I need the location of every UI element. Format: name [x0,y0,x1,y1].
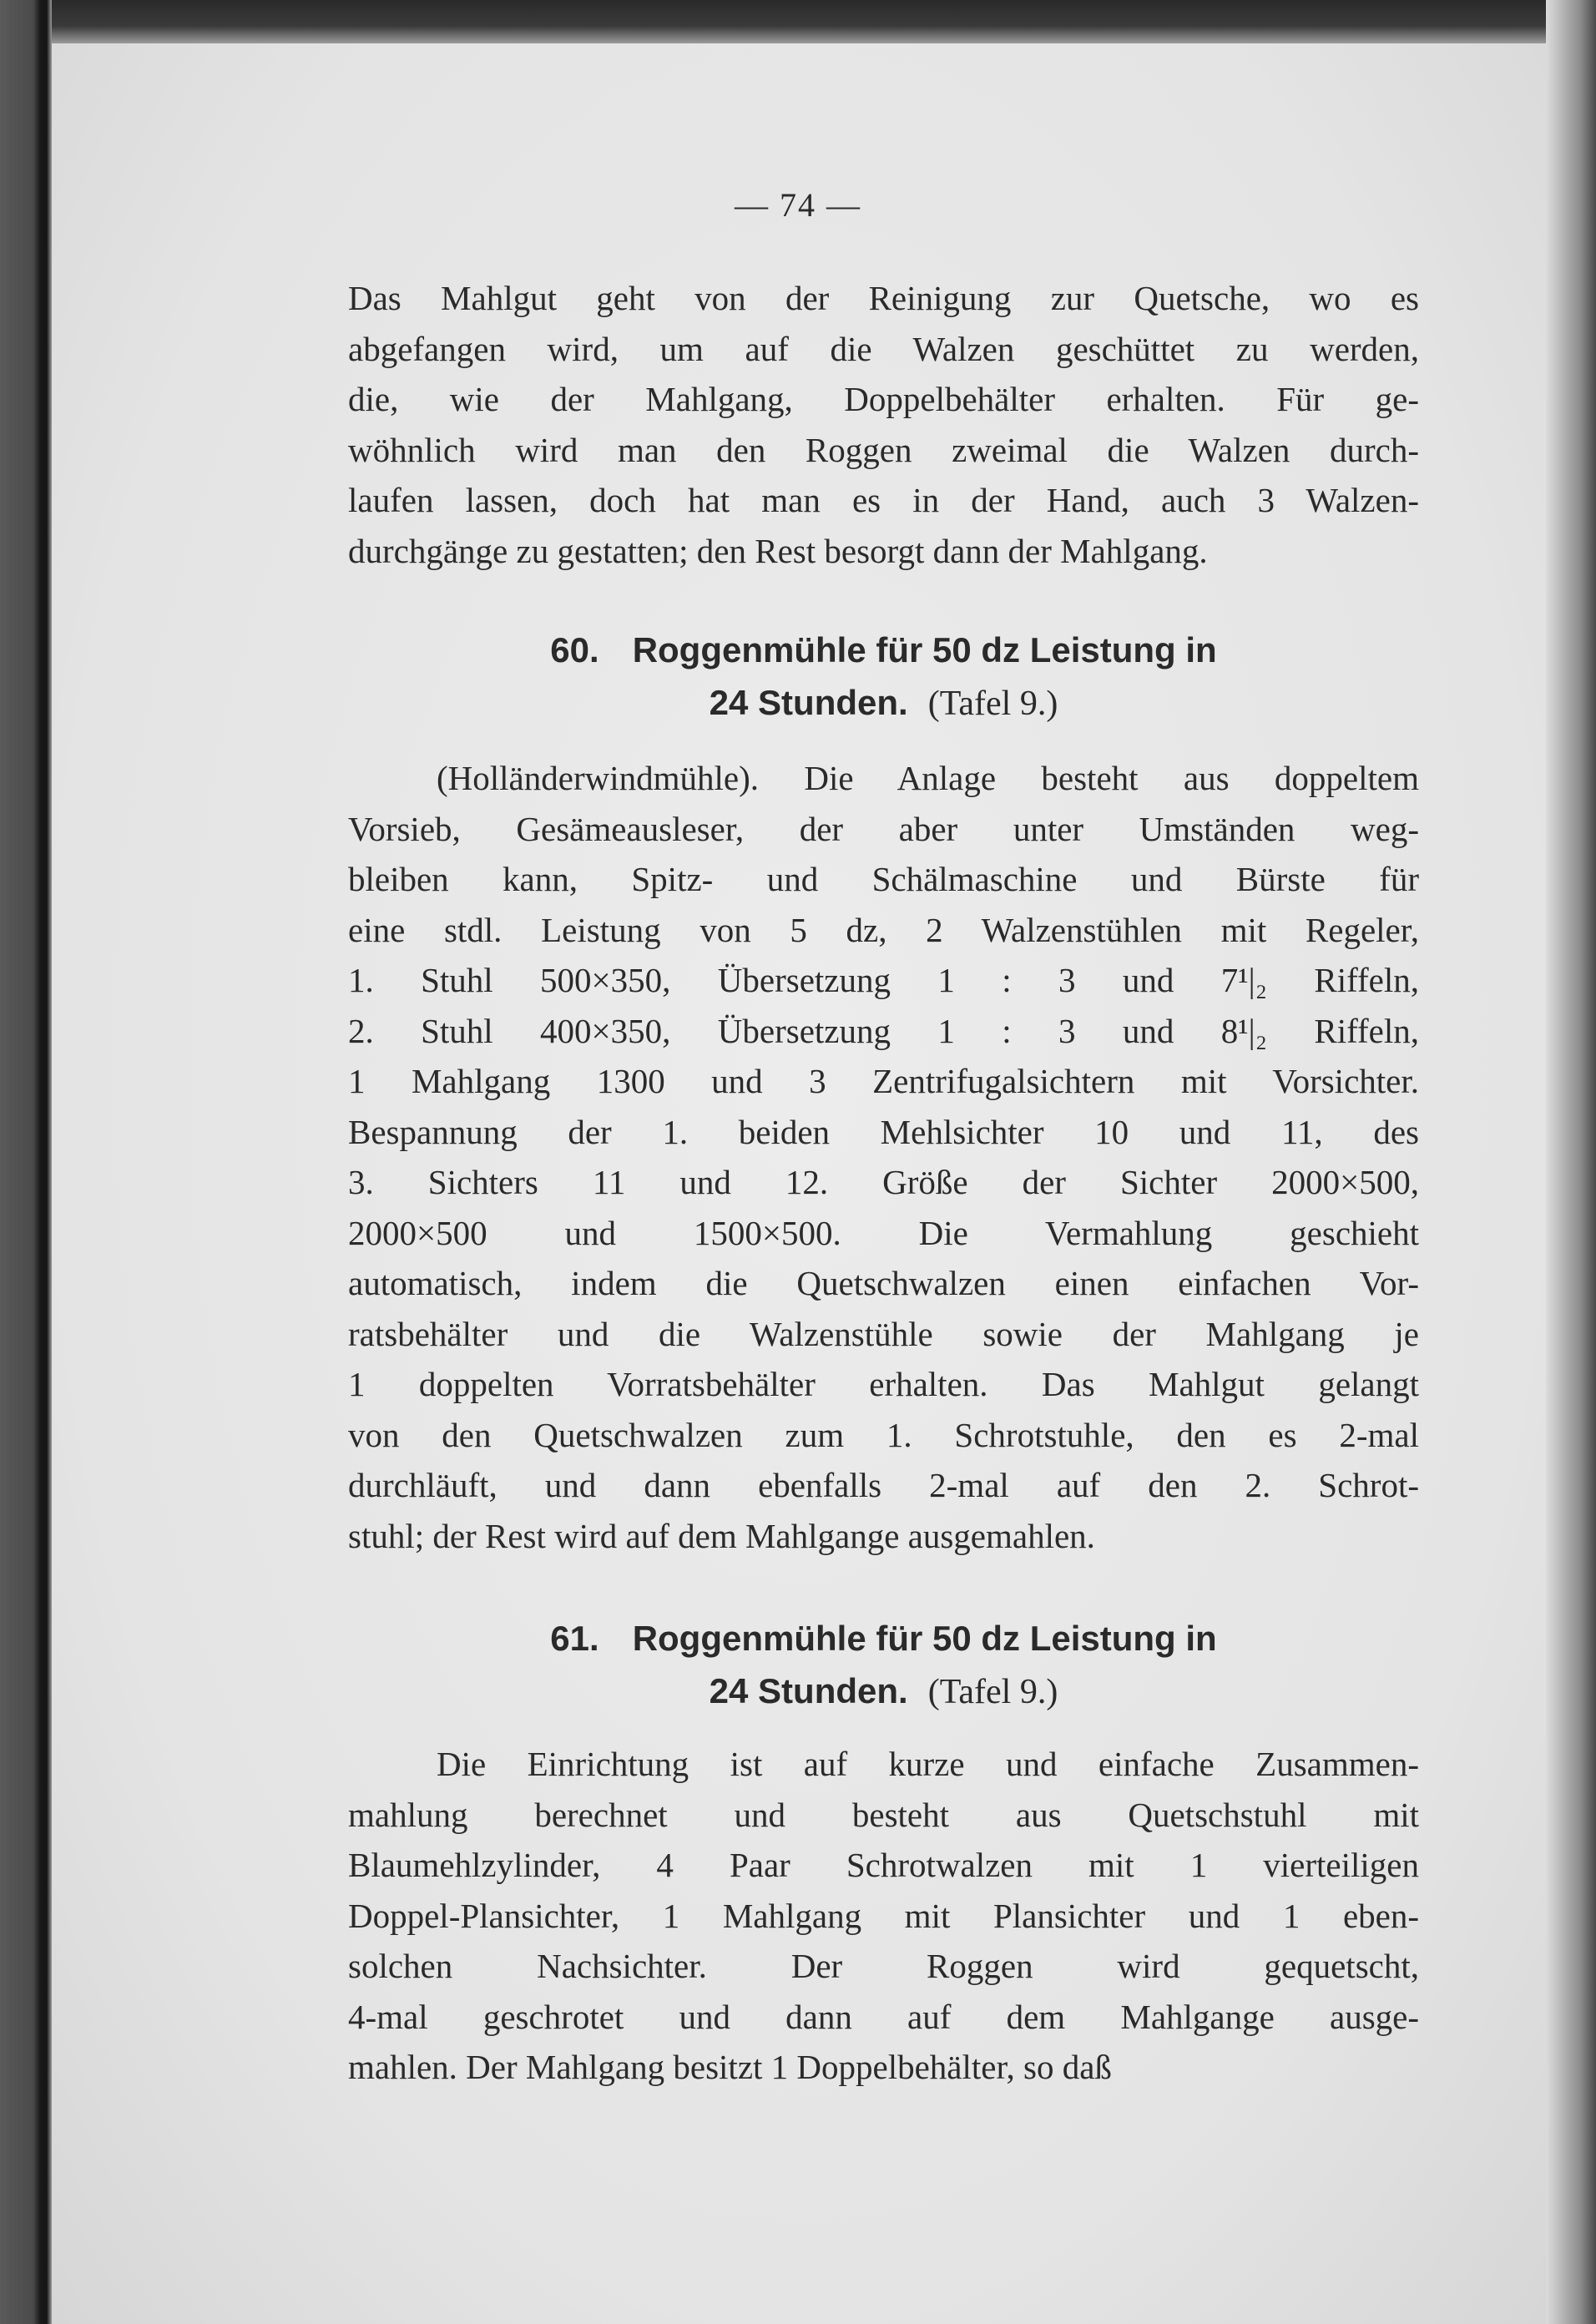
text-line: (Holländerwindmühle). Die Anlage besteht aus doppeltem [437,759,1419,797]
text-line: mahlung berechnet und besteht aus Quetschstuhl mit [348,1795,1419,1834]
section-title: Roggenmühle für 50 dz Leistung in [632,630,1217,669]
text-line: Die Einrichtung ist auf kurze und einfache Zusammen- [437,1745,1419,1783]
text-line: automatisch, indem die Quetschwalzen einen einfachen Vor- [348,1264,1419,1302]
text-line: Bespannung der 1. beiden Mehlsichter 10 und 11, des [348,1112,1419,1151]
text-line: von den Quetschwalzen zum 1. Schrotstuhle, den es 2-mal [348,1415,1419,1454]
text-line: 3. Sichters 11 und 12. Größe der Sichter 2000×500, [348,1163,1419,1201]
text-line: stuhl; der Rest wird auf dem Mahlgange ausgemahlen. [348,1516,1095,1555]
text-line: Vorsieb, Gesämeausleser, der aber unter Umständen weg- [348,809,1419,848]
paragraph-section-60 [348,753,1419,1561]
text-line: 4-mal geschrotet und dann auf dem Mahlgange ausge- [348,1997,1419,2036]
text-line: laufen lassen, doch hat man es in der Hand, auch 3 Walzen- [348,481,1419,519]
section-number: 60. [550,630,599,669]
text-line: Doppel-Plansichter, 1 Mahlgang mit Plansichter und 1 eben- [348,1896,1419,1935]
scan-border-right [1546,0,1596,2324]
text-line: Das Mahlgut geht von der Reinigung zur Quetsche, wo es [348,279,1419,317]
section-heading-60 [348,624,1419,730]
text-line: Blaumehlzylinder, 4 Paar Schrotwalzen mit 1 vierteiligen [348,1846,1419,1884]
text-line: 1. Stuhl 500×350, Übersetzung 1 : 3 und 7¹|₂ Riffeln, [348,961,1419,999]
section-title: Roggenmühle für 50 dz Leistung in [632,1619,1217,1658]
paragraph-section-61 [348,1739,1419,2093]
page-number: — 74 — [735,186,861,224]
text-line: eine stdl. Leistung von 5 dz, 2 Walzenstühlen mit Regeler, [348,910,1419,949]
section-title-cont: 24 Stunden. [709,1671,908,1710]
text-line: ratsbehälter und die Walzenstühle sowie der Mahlgang je [348,1314,1419,1353]
text-line: 2. Stuhl 400×350, Übersetzung 1 : 3 und 8¹|₂ Riffeln, [348,1011,1419,1050]
text-line: mahlen. Der Mahlgang besitzt 1 Doppelbehälter, so daß [348,2048,1112,2086]
scan-border-top [0,0,1596,43]
text-line: bleiben kann, Spitz- und Schälmaschine und Bürste für [348,860,1419,898]
section-title-cont: 24 Stunden. [709,683,908,722]
text-line: durchläuft, und dann ebenfalls 2-mal auf den 2. Schrot- [348,1466,1419,1504]
text-line: 1 Mahlgang 1300 und 3 Zentrifugalsichtern mit Vorsichter. [348,1062,1419,1100]
text-line: durchgänge zu gestatten; den Rest besorgt dann der Mahlgang. [348,531,1208,570]
text-line: abgefangen wird, um auf die Walzen geschüttet zu werden, [348,329,1419,368]
text-line: 2000×500 und 1500×500. Die Vermahlung geschieht [348,1213,1419,1252]
text-line: wöhnlich wird man den Roggen zweimal die Walzen durch- [348,430,1419,469]
section-heading-61 [348,1613,1419,1718]
paragraph-intro [348,273,1419,576]
scan-border-left [0,0,52,2324]
text-line: solchen Nachsichter. Der Roggen wird gequetscht, [348,1947,1419,1985]
plate-reference: (Tafel 9.) [927,685,1058,723]
plate-reference: (Tafel 9.) [927,1673,1058,1711]
section-number: 61. [550,1619,599,1658]
text-line: die, wie der Mahlgang, Doppelbehälter erhalten. Für ge- [348,380,1419,418]
text-line: 1 doppelten Vorratsbehälter erhalten. Das Mahlgut gelangt [348,1365,1419,1403]
